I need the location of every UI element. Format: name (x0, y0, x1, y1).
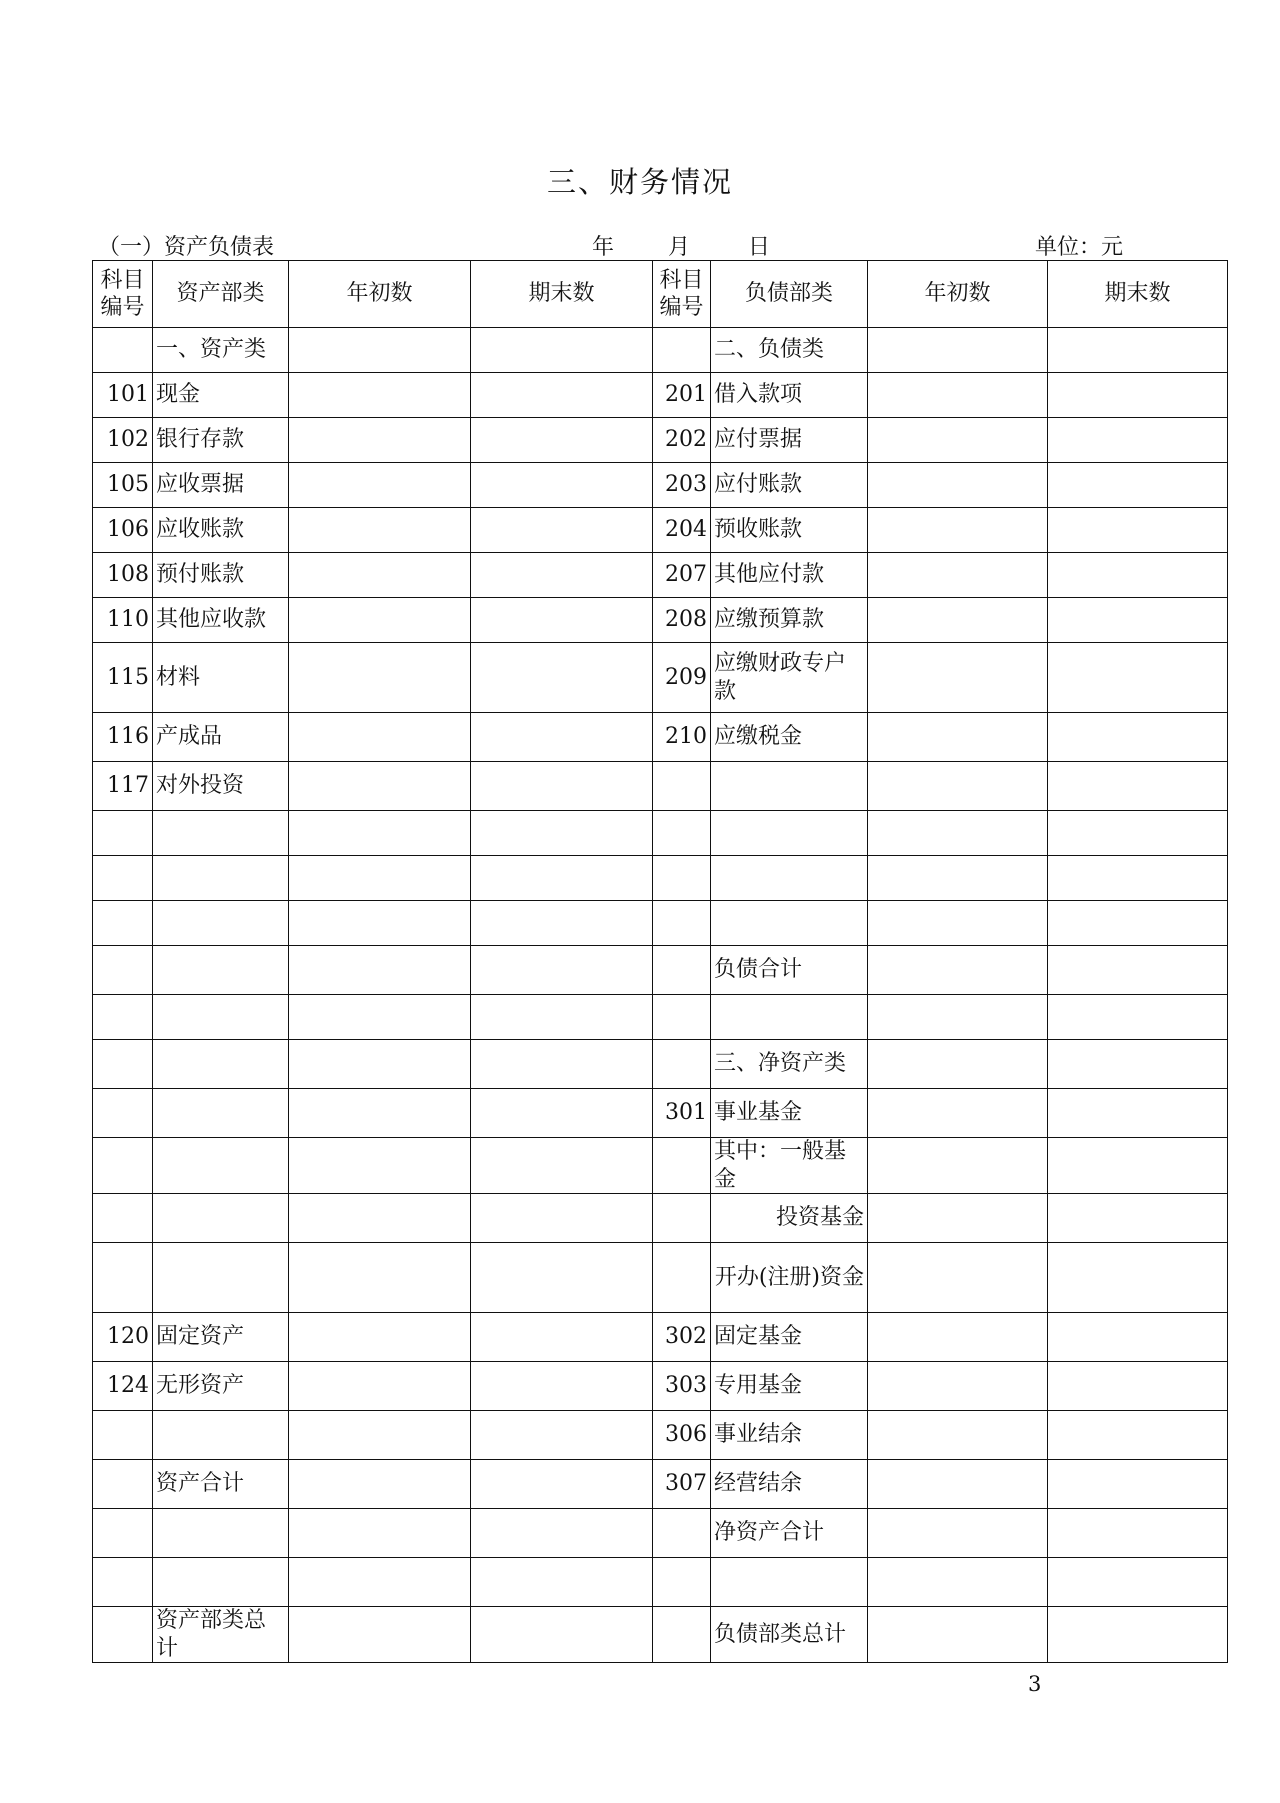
liability-code-cell: 201 (653, 373, 711, 418)
asset-code-cell (93, 946, 153, 995)
table-name: （一）资产负债表 (98, 235, 275, 260)
liability-category-header: 负债部类 (711, 261, 868, 328)
liability-begin-year-cell (868, 995, 1048, 1040)
asset-begin-year-cell (289, 811, 471, 856)
asset-code-cell (93, 328, 153, 373)
liability-end-period-cell (1048, 1089, 1228, 1138)
liability-name-cell: 经营结余 (711, 1460, 868, 1509)
liability-end-period-cell (1048, 762, 1228, 811)
liability-begin-year-cell (868, 946, 1048, 995)
asset-end-period-cell (471, 1313, 653, 1362)
liability-begin-year-cell (868, 598, 1048, 643)
asset-name-cell: 产成品 (153, 713, 289, 762)
asset-end-period-cell (471, 1509, 653, 1558)
liability-name-cell (711, 901, 868, 946)
page-title: 三、财务情况 (546, 165, 733, 199)
asset-code-cell: 117 (93, 762, 153, 811)
table-row (93, 811, 1228, 856)
asset-name-cell (153, 1040, 289, 1089)
asset-end-period-cell (471, 1243, 653, 1313)
asset-end-period-cell (471, 946, 653, 995)
liability-end-period-cell (1048, 811, 1228, 856)
liability-begin-year-cell (868, 1607, 1048, 1663)
asset-end-period-header: 期末数 (471, 261, 653, 328)
liability-name-cell: 应缴预算款 (711, 598, 868, 643)
liability-begin-year-cell (868, 713, 1048, 762)
asset-end-period-cell (471, 553, 653, 598)
asset-code-cell: 102 (93, 418, 153, 463)
liability-code-cell: 204 (653, 508, 711, 553)
liability-name-cell: 其他应付款 (711, 553, 868, 598)
table-row (93, 713, 1228, 762)
asset-begin-year-header: 年初数 (289, 261, 471, 328)
asset-end-period-cell (471, 811, 653, 856)
asset-begin-year-cell (289, 1362, 471, 1411)
asset-begin-year-cell (289, 1558, 471, 1607)
table-row (93, 553, 1228, 598)
liability-end-period-cell (1048, 1460, 1228, 1509)
asset-code-cell (93, 901, 153, 946)
liability-code-cell (653, 1243, 711, 1313)
liability-code-cell (653, 1558, 711, 1607)
asset-begin-year-cell (289, 762, 471, 811)
asset-category-header: 资产部类 (153, 261, 289, 328)
liability-name-cell: 负债合计 (711, 946, 868, 995)
asset-code-cell (93, 1194, 153, 1243)
asset-name-cell (153, 1243, 289, 1313)
table-row (93, 1194, 1228, 1243)
asset-code-cell: 124 (93, 1362, 153, 1411)
table-row (93, 508, 1228, 553)
liability-code-header: 科目编号 (653, 261, 711, 328)
liability-end-period-cell (1048, 508, 1228, 553)
liability-code-cell (653, 1138, 711, 1194)
asset-end-period-cell (471, 1089, 653, 1138)
asset-end-period-cell (471, 328, 653, 373)
table-row (93, 946, 1228, 995)
liability-begin-year-cell (868, 1089, 1048, 1138)
liability-name-cell: 开办(注册)资金 (711, 1243, 868, 1313)
liability-name-cell: 应付票据 (711, 418, 868, 463)
asset-name-cell: 对外投资 (153, 762, 289, 811)
asset-end-period-cell (471, 713, 653, 762)
asset-code-cell (93, 811, 153, 856)
table-row (93, 373, 1228, 418)
asset-code-cell (93, 1558, 153, 1607)
liability-end-period-cell (1048, 1509, 1228, 1558)
asset-name-cell: 资产合计 (153, 1460, 289, 1509)
asset-begin-year-cell (289, 1313, 471, 1362)
liability-code-cell (653, 1194, 711, 1243)
liability-begin-year-cell (868, 1558, 1048, 1607)
liability-name-cell: 借入款项 (711, 373, 868, 418)
table-row (93, 643, 1228, 713)
asset-code-cell (93, 1089, 153, 1138)
liability-name-cell (711, 995, 868, 1040)
page-number: 3 (1028, 1672, 1042, 1696)
table-row (93, 1089, 1228, 1138)
liability-name-cell: 固定基金 (711, 1313, 868, 1362)
asset-end-period-cell (471, 856, 653, 901)
asset-code-cell (93, 1411, 153, 1460)
liability-end-period-cell (1048, 901, 1228, 946)
liability-name-cell: 二、负债类 (711, 328, 868, 373)
asset-begin-year-cell (289, 1411, 471, 1460)
liability-code-cell: 208 (653, 598, 711, 643)
asset-end-period-cell (471, 1194, 653, 1243)
asset-code-cell: 106 (93, 508, 153, 553)
asset-begin-year-cell (289, 1138, 471, 1194)
liability-end-period-cell (1048, 1243, 1228, 1313)
asset-code-cell: 116 (93, 713, 153, 762)
liability-begin-year-cell (868, 811, 1048, 856)
liability-name-cell: 事业基金 (711, 1089, 868, 1138)
table-row (93, 328, 1228, 373)
liability-begin-year-cell (868, 856, 1048, 901)
asset-code-cell (93, 1138, 153, 1194)
asset-code-header: 科目编号 (93, 261, 153, 328)
asset-end-period-cell (471, 1607, 653, 1663)
asset-name-cell (153, 1558, 289, 1607)
asset-begin-year-cell (289, 713, 471, 762)
asset-begin-year-cell (289, 373, 471, 418)
liability-end-period-cell (1048, 1558, 1228, 1607)
liability-begin-year-cell (868, 762, 1048, 811)
asset-begin-year-cell (289, 463, 471, 508)
date-month-label: 月 (668, 235, 691, 260)
liability-begin-year-cell (868, 1313, 1048, 1362)
liability-begin-year-cell (868, 1040, 1048, 1089)
asset-end-period-cell (471, 1411, 653, 1460)
asset-name-cell (153, 811, 289, 856)
liability-begin-year-cell (868, 1509, 1048, 1558)
table-row (93, 856, 1228, 901)
liability-code-cell: 301 (653, 1089, 711, 1138)
liability-name-cell (711, 762, 868, 811)
asset-name-cell: 资产部类总计 (153, 1607, 289, 1663)
liability-code-cell: 303 (653, 1362, 711, 1411)
liability-begin-year-cell (868, 373, 1048, 418)
asset-begin-year-cell (289, 1089, 471, 1138)
liability-code-cell: 207 (653, 553, 711, 598)
liability-end-period-cell (1048, 946, 1228, 995)
asset-code-cell (93, 995, 153, 1040)
liability-code-cell: 307 (653, 1460, 711, 1509)
date-day-label: 日 (748, 235, 771, 260)
liability-begin-year-cell (868, 643, 1048, 713)
asset-begin-year-cell (289, 995, 471, 1040)
asset-end-period-cell (471, 1040, 653, 1089)
asset-name-cell (153, 856, 289, 901)
asset-code-cell (93, 1243, 153, 1313)
asset-begin-year-cell (289, 328, 471, 373)
asset-code-cell (93, 1509, 153, 1558)
liability-end-period-cell (1048, 373, 1228, 418)
liability-end-period-cell (1048, 643, 1228, 713)
table-row (93, 1558, 1228, 1607)
liability-begin-year-cell (868, 1411, 1048, 1460)
liability-begin-year-cell (868, 1243, 1048, 1313)
asset-name-cell: 银行存款 (153, 418, 289, 463)
asset-code-cell: 108 (93, 553, 153, 598)
asset-name-cell (153, 946, 289, 995)
liability-begin-year-cell (868, 1194, 1048, 1243)
liability-code-cell: 306 (653, 1411, 711, 1460)
liability-begin-year-cell (868, 553, 1048, 598)
liability-begin-year-header: 年初数 (868, 261, 1048, 328)
liability-begin-year-cell (868, 418, 1048, 463)
liability-code-cell: 302 (653, 1313, 711, 1362)
date-year-label: 年 (592, 235, 615, 260)
asset-end-period-cell (471, 1558, 653, 1607)
asset-begin-year-cell (289, 1194, 471, 1243)
asset-end-period-cell (471, 418, 653, 463)
liability-code-cell (653, 811, 711, 856)
liability-name-cell: 其中：一般基金 (711, 1138, 868, 1194)
liability-code-cell: 210 (653, 713, 711, 762)
asset-name-cell: 预付账款 (153, 553, 289, 598)
liability-begin-year-cell (868, 1138, 1048, 1194)
liability-name-cell: 应付账款 (711, 463, 868, 508)
liability-code-cell (653, 995, 711, 1040)
liability-end-period-cell (1048, 418, 1228, 463)
asset-begin-year-cell (289, 856, 471, 901)
asset-code-cell: 105 (93, 463, 153, 508)
asset-name-cell (153, 1509, 289, 1558)
table-row (93, 1243, 1228, 1313)
liability-code-cell (653, 856, 711, 901)
asset-end-period-cell (471, 598, 653, 643)
liability-code-cell (653, 946, 711, 995)
liability-code-cell (653, 762, 711, 811)
asset-begin-year-cell (289, 553, 471, 598)
asset-name-cell (153, 901, 289, 946)
asset-name-cell: 应收账款 (153, 508, 289, 553)
liability-end-period-header: 期末数 (1048, 261, 1228, 328)
liability-end-period-cell (1048, 1313, 1228, 1362)
asset-name-cell (153, 1194, 289, 1243)
table-row (93, 598, 1228, 643)
asset-name-cell: 其他应收款 (153, 598, 289, 643)
liability-name-cell: 应缴财政专户款 (711, 643, 868, 713)
unit-label: 单位：元 (1035, 235, 1124, 260)
liability-begin-year-cell (868, 1362, 1048, 1411)
table-row (93, 1040, 1228, 1089)
asset-begin-year-cell (289, 1509, 471, 1558)
asset-code-cell: 115 (93, 643, 153, 713)
asset-begin-year-cell (289, 1460, 471, 1509)
asset-end-period-cell (471, 373, 653, 418)
asset-end-period-cell (471, 463, 653, 508)
liability-name-cell: 专用基金 (711, 1362, 868, 1411)
asset-code-cell: 110 (93, 598, 153, 643)
table-row (93, 901, 1228, 946)
liability-code-cell: 202 (653, 418, 711, 463)
asset-begin-year-cell (289, 901, 471, 946)
asset-code-cell: 120 (93, 1313, 153, 1362)
asset-name-cell (153, 995, 289, 1040)
liability-end-period-cell (1048, 1194, 1228, 1243)
asset-end-period-cell (471, 1460, 653, 1509)
liability-name-cell: 负债部类总计 (711, 1607, 868, 1663)
table-row (93, 1509, 1228, 1558)
asset-code-cell (93, 856, 153, 901)
table-row (93, 995, 1228, 1040)
asset-code-cell (93, 1607, 153, 1663)
asset-end-period-cell (471, 508, 653, 553)
liability-end-period-cell (1048, 1607, 1228, 1663)
liability-code-cell (653, 1509, 711, 1558)
liability-begin-year-cell (868, 901, 1048, 946)
liability-end-period-cell (1048, 1138, 1228, 1194)
liability-name-cell: 事业结余 (711, 1411, 868, 1460)
liability-name-cell: 应缴税金 (711, 713, 868, 762)
asset-begin-year-cell (289, 1040, 471, 1089)
asset-begin-year-cell (289, 1607, 471, 1663)
table-row (93, 1460, 1228, 1509)
liability-name-cell: 预收账款 (711, 508, 868, 553)
liability-code-cell: 209 (653, 643, 711, 713)
asset-end-period-cell (471, 1362, 653, 1411)
header-row (93, 261, 1228, 328)
asset-name-cell (153, 1411, 289, 1460)
table-row (93, 1362, 1228, 1411)
liability-code-cell (653, 328, 711, 373)
liability-code-cell (653, 1040, 711, 1089)
asset-end-period-cell (471, 762, 653, 811)
asset-name-cell: 无形资产 (153, 1362, 289, 1411)
liability-name-cell: 投资基金 (711, 1194, 868, 1243)
asset-begin-year-cell (289, 598, 471, 643)
asset-code-cell: 101 (93, 373, 153, 418)
liability-code-cell (653, 901, 711, 946)
asset-begin-year-cell (289, 508, 471, 553)
liability-end-period-cell (1048, 1362, 1228, 1411)
table-row (93, 1411, 1228, 1460)
liability-begin-year-cell (868, 328, 1048, 373)
asset-begin-year-cell (289, 418, 471, 463)
asset-name-cell: 现金 (153, 373, 289, 418)
liability-code-cell: 203 (653, 463, 711, 508)
table-row (93, 1138, 1228, 1194)
liability-end-period-cell (1048, 328, 1228, 373)
liability-end-period-cell (1048, 598, 1228, 643)
asset-end-period-cell (471, 643, 653, 713)
liability-begin-year-cell (868, 463, 1048, 508)
table-row (93, 418, 1228, 463)
liability-end-period-cell (1048, 856, 1228, 901)
liability-begin-year-cell (868, 1460, 1048, 1509)
liability-name-cell: 三、净资产类 (711, 1040, 868, 1089)
asset-end-period-cell (471, 901, 653, 946)
liability-end-period-cell (1048, 1040, 1228, 1089)
asset-end-period-cell (471, 1138, 653, 1194)
liability-name-cell (711, 856, 868, 901)
balance-sheet-table (92, 260, 1228, 1663)
liability-end-period-cell (1048, 1411, 1228, 1460)
liability-begin-year-cell (868, 508, 1048, 553)
table-row (93, 1607, 1228, 1663)
asset-name-cell (153, 1138, 289, 1194)
table-row (93, 1313, 1228, 1362)
liability-name-cell (711, 811, 868, 856)
asset-name-cell: 应收票据 (153, 463, 289, 508)
liability-end-period-cell (1048, 995, 1228, 1040)
table-body (93, 328, 1228, 1663)
liability-name-cell: 净资产合计 (711, 1509, 868, 1558)
table-row (93, 463, 1228, 508)
asset-name-cell: 固定资产 (153, 1313, 289, 1362)
asset-code-cell (93, 1460, 153, 1509)
asset-code-cell (93, 1040, 153, 1089)
asset-name-cell: 一、资产类 (153, 328, 289, 373)
asset-begin-year-cell (289, 946, 471, 995)
liability-name-cell (711, 1558, 868, 1607)
liability-code-cell (653, 1607, 711, 1663)
asset-begin-year-cell (289, 643, 471, 713)
liability-end-period-cell (1048, 713, 1228, 762)
asset-begin-year-cell (289, 1243, 471, 1313)
asset-name-cell: 材料 (153, 643, 289, 713)
asset-name-cell (153, 1089, 289, 1138)
asset-end-period-cell (471, 995, 653, 1040)
table-row (93, 762, 1228, 811)
liability-end-period-cell (1048, 553, 1228, 598)
liability-end-period-cell (1048, 463, 1228, 508)
